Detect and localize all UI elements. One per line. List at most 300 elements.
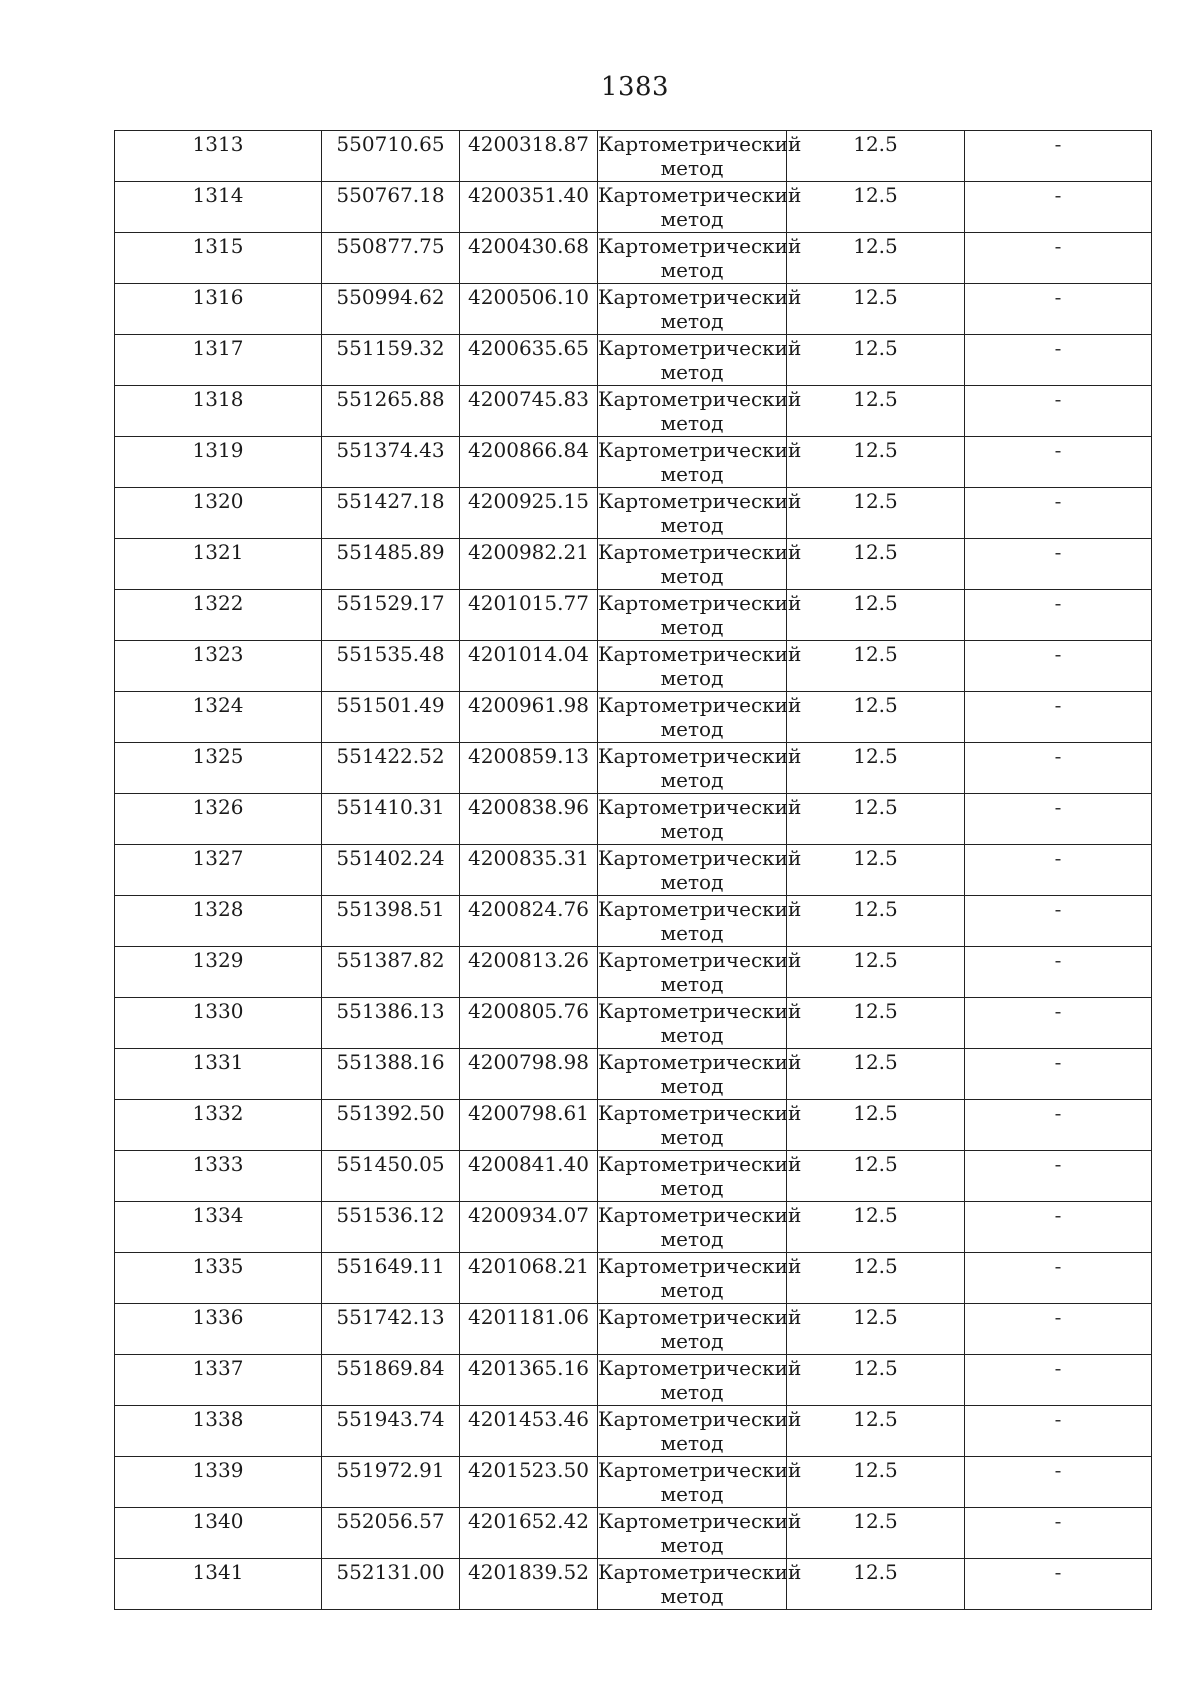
note-cell-text: -	[1054, 1356, 1062, 1380]
table-row	[115, 1355, 1152, 1406]
x-coordinate-cell	[322, 182, 460, 233]
y-coordinate-cell	[460, 182, 598, 233]
y-coordinate-cell-text: 4200982.21	[468, 540, 589, 564]
method-line-1: Картометрический	[598, 1458, 802, 1482]
accuracy-cell-text: 12.5	[853, 693, 898, 717]
note-cell-text: -	[1054, 132, 1062, 156]
x-coordinate-cell-text: 551742.13	[336, 1305, 445, 1329]
method-line-1: Картометрический	[598, 183, 802, 207]
method-line-2: метод	[660, 1431, 724, 1455]
x-coordinate-cell-text: 550767.18	[336, 183, 445, 207]
y-coordinate-cell	[460, 1253, 598, 1304]
point-number-cell	[115, 1304, 322, 1355]
table-row	[115, 590, 1152, 641]
table-row	[115, 182, 1152, 233]
y-coordinate-cell-text: 4200838.96	[468, 795, 589, 819]
x-coordinate-cell	[322, 131, 460, 182]
note-cell	[965, 1457, 1152, 1508]
x-coordinate-cell-text: 551943.74	[336, 1407, 445, 1431]
method-cell	[598, 947, 802, 998]
method-line-2: метод	[660, 411, 724, 435]
accuracy-cell-text: 12.5	[853, 1407, 898, 1431]
method-cell	[598, 437, 802, 488]
method-cell	[598, 794, 802, 845]
method-cell	[598, 590, 802, 641]
x-coordinate-cell	[322, 1253, 460, 1304]
x-coordinate-cell-text: 551410.31	[336, 795, 445, 819]
point-number-cell	[115, 896, 322, 947]
x-coordinate-cell-text: 551529.17	[336, 591, 445, 615]
note-cell-text: -	[1054, 897, 1062, 921]
note-cell	[965, 1100, 1152, 1151]
table-row	[115, 335, 1152, 386]
method-line-1: Картометрический	[598, 693, 802, 717]
note-cell-text: -	[1054, 642, 1062, 666]
x-coordinate-cell	[322, 743, 460, 794]
method-cell	[598, 641, 802, 692]
y-coordinate-cell	[460, 131, 598, 182]
y-coordinate-cell	[460, 1559, 598, 1610]
point-number-cell-text: 1328	[192, 897, 244, 921]
x-coordinate-cell-text: 551159.32	[336, 336, 445, 360]
point-number-cell	[115, 386, 322, 437]
note-cell	[965, 488, 1152, 539]
method-line-2: метод	[660, 921, 724, 945]
y-coordinate-cell	[460, 1508, 598, 1559]
method-cell	[598, 1355, 802, 1406]
y-coordinate-cell-text: 4201181.06	[468, 1305, 589, 1329]
y-coordinate-cell-text: 4201068.21	[468, 1254, 589, 1278]
method-line-2: метод	[660, 462, 724, 486]
accuracy-cell	[787, 1355, 965, 1406]
y-coordinate-cell-text: 4200430.68	[468, 234, 589, 258]
point-number-cell	[115, 1406, 322, 1457]
note-cell	[965, 1406, 1152, 1457]
method-cell	[598, 335, 802, 386]
point-number-cell-text: 1319	[192, 438, 244, 462]
method-line-2: метод	[660, 1023, 724, 1047]
method-cell	[598, 1151, 802, 1202]
point-number-cell-text: 1331	[192, 1050, 244, 1074]
point-number-cell	[115, 1355, 322, 1406]
method-line-1: Картометрический	[598, 1203, 802, 1227]
x-coordinate-cell-text: 551427.18	[336, 489, 445, 513]
accuracy-cell-text: 12.5	[853, 1254, 898, 1278]
y-coordinate-cell-text: 4201523.50	[468, 1458, 589, 1482]
note-cell-text: -	[1054, 1407, 1062, 1431]
accuracy-cell	[787, 998, 965, 1049]
method-cell	[598, 692, 802, 743]
accuracy-cell-text: 12.5	[853, 285, 898, 309]
note-cell-text: -	[1054, 540, 1062, 564]
x-coordinate-cell-text: 551485.89	[336, 540, 445, 564]
y-coordinate-cell	[460, 488, 598, 539]
table-row	[115, 692, 1152, 743]
point-number-cell-text: 1330	[192, 999, 244, 1023]
note-cell	[965, 641, 1152, 692]
accuracy-cell	[787, 1457, 965, 1508]
y-coordinate-cell	[460, 335, 598, 386]
accuracy-cell	[787, 437, 965, 488]
note-cell-text: -	[1054, 1101, 1062, 1125]
note-cell-text: -	[1054, 183, 1062, 207]
note-cell-text: -	[1054, 1458, 1062, 1482]
point-number-cell	[115, 998, 322, 1049]
accuracy-cell	[787, 743, 965, 794]
table-row	[115, 896, 1152, 947]
table-row	[115, 743, 1152, 794]
method-line-2: метод	[660, 972, 724, 996]
accuracy-cell-text: 12.5	[853, 642, 898, 666]
y-coordinate-cell	[460, 794, 598, 845]
x-coordinate-cell-text: 551386.13	[336, 999, 445, 1023]
accuracy-cell	[787, 1253, 965, 1304]
x-coordinate-cell-text: 551374.43	[336, 438, 445, 462]
y-coordinate-cell-text: 4200805.76	[468, 999, 589, 1023]
point-number-cell-text: 1318	[192, 387, 244, 411]
accuracy-cell	[787, 845, 965, 896]
x-coordinate-cell	[322, 1100, 460, 1151]
x-coordinate-cell	[322, 1202, 460, 1253]
x-coordinate-cell	[322, 1508, 460, 1559]
note-cell-text: -	[1054, 438, 1062, 462]
point-number-cell-text: 1316	[192, 285, 244, 309]
point-number-cell	[115, 488, 322, 539]
note-cell	[965, 1253, 1152, 1304]
method-line-2: метод	[660, 1380, 724, 1404]
x-coordinate-cell	[322, 896, 460, 947]
note-cell	[965, 1355, 1152, 1406]
note-cell-text: -	[1054, 336, 1062, 360]
method-line-2: метод	[660, 1278, 724, 1302]
x-coordinate-cell-text: 551450.05	[336, 1152, 445, 1176]
accuracy-cell	[787, 1559, 965, 1610]
point-number-cell-text: 1320	[192, 489, 244, 513]
accuracy-cell	[787, 641, 965, 692]
point-number-cell-text: 1326	[192, 795, 244, 819]
accuracy-cell-text: 12.5	[853, 183, 898, 207]
point-number-cell	[115, 845, 322, 896]
point-number-cell	[115, 1457, 322, 1508]
note-cell	[965, 1508, 1152, 1559]
point-number-cell-text: 1337	[192, 1356, 244, 1380]
y-coordinate-cell	[460, 896, 598, 947]
table-row	[115, 539, 1152, 590]
note-cell	[965, 896, 1152, 947]
accuracy-cell-text: 12.5	[853, 948, 898, 972]
point-number-cell-text: 1321	[192, 540, 244, 564]
point-number-cell	[115, 794, 322, 845]
note-cell-text: -	[1054, 1152, 1062, 1176]
method-cell	[598, 1049, 802, 1100]
method-line-2: метод	[660, 360, 724, 384]
table-row	[115, 1457, 1152, 1508]
x-coordinate-cell	[322, 539, 460, 590]
note-cell	[965, 998, 1152, 1049]
method-line-2: метод	[660, 309, 724, 333]
table-row	[115, 437, 1152, 488]
y-coordinate-cell-text: 4200506.10	[468, 285, 589, 309]
x-coordinate-cell	[322, 998, 460, 1049]
point-number-cell	[115, 1049, 322, 1100]
y-coordinate-cell	[460, 845, 598, 896]
method-cell	[598, 284, 802, 335]
point-number-cell	[115, 131, 322, 182]
note-cell	[965, 1049, 1152, 1100]
point-number-cell-text: 1327	[192, 846, 244, 870]
x-coordinate-cell-text: 551402.24	[336, 846, 445, 870]
accuracy-cell	[787, 947, 965, 998]
method-line-2: метод	[660, 513, 724, 537]
y-coordinate-cell-text: 4200318.87	[468, 132, 589, 156]
method-line-1: Картометрический	[598, 540, 802, 564]
method-line-1: Картометрический	[598, 336, 802, 360]
table-row	[115, 1151, 1152, 1202]
note-cell	[965, 539, 1152, 590]
accuracy-cell	[787, 131, 965, 182]
x-coordinate-cell	[322, 437, 460, 488]
method-cell	[598, 896, 802, 947]
accuracy-cell	[787, 386, 965, 437]
method-line-2: метод	[660, 1176, 724, 1200]
note-cell-text: -	[1054, 387, 1062, 411]
method-line-2: метод	[660, 717, 724, 741]
point-number-cell	[115, 284, 322, 335]
x-coordinate-cell-text: 551649.11	[336, 1254, 445, 1278]
method-line-2: метод	[660, 156, 724, 180]
method-cell	[598, 1202, 802, 1253]
method-cell	[598, 488, 802, 539]
y-coordinate-cell	[460, 1151, 598, 1202]
method-line-1: Картометрический	[598, 1560, 802, 1584]
point-number-cell-text: 1324	[192, 693, 244, 717]
accuracy-cell-text: 12.5	[853, 336, 898, 360]
accuracy-cell-text: 12.5	[853, 1050, 898, 1074]
accuracy-cell-text: 12.5	[853, 1560, 898, 1584]
point-number-cell-text: 1333	[192, 1152, 244, 1176]
x-coordinate-cell	[322, 335, 460, 386]
y-coordinate-cell-text: 4201014.04	[468, 642, 589, 666]
table-row	[115, 1100, 1152, 1151]
y-coordinate-cell	[460, 590, 598, 641]
method-line-1: Картометрический	[598, 999, 802, 1023]
method-line-1: Картометрический	[598, 1101, 802, 1125]
method-line-2: метод	[660, 870, 724, 894]
note-cell-text: -	[1054, 999, 1062, 1023]
y-coordinate-cell	[460, 641, 598, 692]
note-cell-text: -	[1054, 285, 1062, 309]
accuracy-cell	[787, 794, 965, 845]
y-coordinate-cell	[460, 998, 598, 1049]
method-line-1: Картометрический	[598, 234, 802, 258]
table-row	[115, 641, 1152, 692]
note-cell-text: -	[1054, 1509, 1062, 1533]
point-number-cell	[115, 743, 322, 794]
x-coordinate-cell	[322, 641, 460, 692]
accuracy-cell	[787, 590, 965, 641]
method-line-1: Картометрический	[598, 1509, 802, 1533]
x-coordinate-cell	[322, 488, 460, 539]
note-cell	[965, 335, 1152, 386]
y-coordinate-cell-text: 4201839.52	[468, 1560, 589, 1584]
y-coordinate-cell-text: 4201015.77	[468, 591, 589, 615]
accuracy-cell-text: 12.5	[853, 387, 898, 411]
accuracy-cell	[787, 692, 965, 743]
y-coordinate-cell	[460, 539, 598, 590]
accuracy-cell	[787, 488, 965, 539]
y-coordinate-cell-text: 4200859.13	[468, 744, 589, 768]
note-cell	[965, 743, 1152, 794]
x-coordinate-cell-text: 551387.82	[336, 948, 445, 972]
y-coordinate-cell-text: 4200925.15	[468, 489, 589, 513]
point-number-cell	[115, 437, 322, 488]
note-cell	[965, 233, 1152, 284]
point-number-cell	[115, 1202, 322, 1253]
accuracy-cell	[787, 1151, 965, 1202]
point-number-cell-text: 1332	[192, 1101, 244, 1125]
method-line-1: Картометрический	[598, 1305, 802, 1329]
method-line-2: метод	[660, 1125, 724, 1149]
x-coordinate-cell	[322, 284, 460, 335]
method-line-2: метод	[660, 258, 724, 282]
method-line-2: метод	[660, 1227, 724, 1251]
note-cell	[965, 1202, 1152, 1253]
x-coordinate-cell-text: 551535.48	[336, 642, 445, 666]
x-coordinate-cell	[322, 386, 460, 437]
accuracy-cell-text: 12.5	[853, 540, 898, 564]
accuracy-cell	[787, 335, 965, 386]
note-cell	[965, 284, 1152, 335]
y-coordinate-cell	[460, 1304, 598, 1355]
note-cell-text: -	[1054, 846, 1062, 870]
method-cell	[598, 1559, 802, 1610]
table-row	[115, 233, 1152, 284]
table-row	[115, 1253, 1152, 1304]
method-cell	[598, 1100, 802, 1151]
point-number-cell-text: 1322	[192, 591, 244, 615]
point-number-cell-text: 1334	[192, 1203, 244, 1227]
point-number-cell-text: 1325	[192, 744, 244, 768]
point-number-cell-text: 1317	[192, 336, 244, 360]
y-coordinate-cell-text: 4200866.84	[468, 438, 589, 462]
note-cell-text: -	[1054, 1050, 1062, 1074]
accuracy-cell	[787, 233, 965, 284]
method-line-2: метод	[660, 1074, 724, 1098]
y-coordinate-cell-text: 4201365.16	[468, 1356, 589, 1380]
accuracy-cell-text: 12.5	[853, 438, 898, 462]
accuracy-cell-text: 12.5	[853, 1203, 898, 1227]
table-row	[115, 1304, 1152, 1355]
coordinates-table	[114, 130, 1152, 1610]
accuracy-cell	[787, 284, 965, 335]
x-coordinate-cell-text: 551501.49	[336, 693, 445, 717]
note-cell-text: -	[1054, 1560, 1062, 1584]
y-coordinate-cell	[460, 1202, 598, 1253]
x-coordinate-cell	[322, 1151, 460, 1202]
point-number-cell	[115, 692, 322, 743]
table-row	[115, 1406, 1152, 1457]
accuracy-cell-text: 12.5	[853, 489, 898, 513]
method-line-1: Картометрический	[598, 438, 802, 462]
x-coordinate-cell-text: 551422.52	[336, 744, 445, 768]
note-cell	[965, 590, 1152, 641]
method-line-2: метод	[660, 1329, 724, 1353]
x-coordinate-cell-text: 552131.00	[336, 1560, 445, 1584]
note-cell	[965, 692, 1152, 743]
coordinates-table-body	[115, 131, 1152, 1610]
accuracy-cell-text: 12.5	[853, 132, 898, 156]
method-cell	[598, 539, 802, 590]
method-cell	[598, 1406, 802, 1457]
x-coordinate-cell	[322, 1559, 460, 1610]
method-cell	[598, 743, 802, 794]
method-line-1: Картометрический	[598, 1254, 802, 1278]
method-line-1: Картометрический	[598, 642, 802, 666]
y-coordinate-cell-text: 4200351.40	[468, 183, 589, 207]
note-cell	[965, 131, 1152, 182]
method-cell	[598, 1508, 802, 1559]
point-number-cell-text: 1339	[192, 1458, 244, 1482]
method-line-1: Картометрический	[598, 1356, 802, 1380]
accuracy-cell-text: 12.5	[853, 846, 898, 870]
y-coordinate-cell-text: 4200961.98	[468, 693, 589, 717]
x-coordinate-cell-text: 551536.12	[336, 1203, 445, 1227]
point-number-cell	[115, 1253, 322, 1304]
point-number-cell	[115, 1151, 322, 1202]
accuracy-cell	[787, 1049, 965, 1100]
method-cell	[598, 1457, 802, 1508]
y-coordinate-cell-text: 4200841.40	[468, 1152, 589, 1176]
note-cell	[965, 845, 1152, 896]
method-cell	[598, 1304, 802, 1355]
table-row	[115, 284, 1152, 335]
note-cell-text: -	[1054, 1305, 1062, 1329]
method-line-2: метод	[660, 768, 724, 792]
y-coordinate-cell	[460, 1406, 598, 1457]
x-coordinate-cell-text: 551265.88	[336, 387, 445, 411]
y-coordinate-cell	[460, 692, 598, 743]
table-row	[115, 794, 1152, 845]
accuracy-cell-text: 12.5	[853, 1305, 898, 1329]
accuracy-cell-text: 12.5	[853, 999, 898, 1023]
method-line-2: метод	[660, 207, 724, 231]
y-coordinate-cell	[460, 1457, 598, 1508]
method-cell	[598, 845, 802, 896]
accuracy-cell-text: 12.5	[853, 234, 898, 258]
table-row	[115, 1202, 1152, 1253]
accuracy-cell-text: 12.5	[853, 744, 898, 768]
x-coordinate-cell-text: 552056.57	[336, 1509, 445, 1533]
note-cell-text: -	[1054, 948, 1062, 972]
x-coordinate-cell	[322, 794, 460, 845]
method-line-1: Картометрический	[598, 897, 802, 921]
method-line-1: Картометрический	[598, 132, 802, 156]
table-row	[115, 131, 1152, 182]
point-number-cell	[115, 539, 322, 590]
y-coordinate-cell-text: 4200798.98	[468, 1050, 589, 1074]
x-coordinate-cell	[322, 1406, 460, 1457]
accuracy-cell-text: 12.5	[853, 591, 898, 615]
point-number-cell	[115, 1559, 322, 1610]
x-coordinate-cell	[322, 590, 460, 641]
x-coordinate-cell-text: 550994.62	[336, 285, 445, 309]
accuracy-cell-text: 12.5	[853, 1152, 898, 1176]
note-cell-text: -	[1054, 1203, 1062, 1227]
method-line-2: метод	[660, 666, 724, 690]
note-cell-text: -	[1054, 1254, 1062, 1278]
method-line-1: Картометрический	[598, 1050, 802, 1074]
point-number-cell-text: 1338	[192, 1407, 244, 1431]
